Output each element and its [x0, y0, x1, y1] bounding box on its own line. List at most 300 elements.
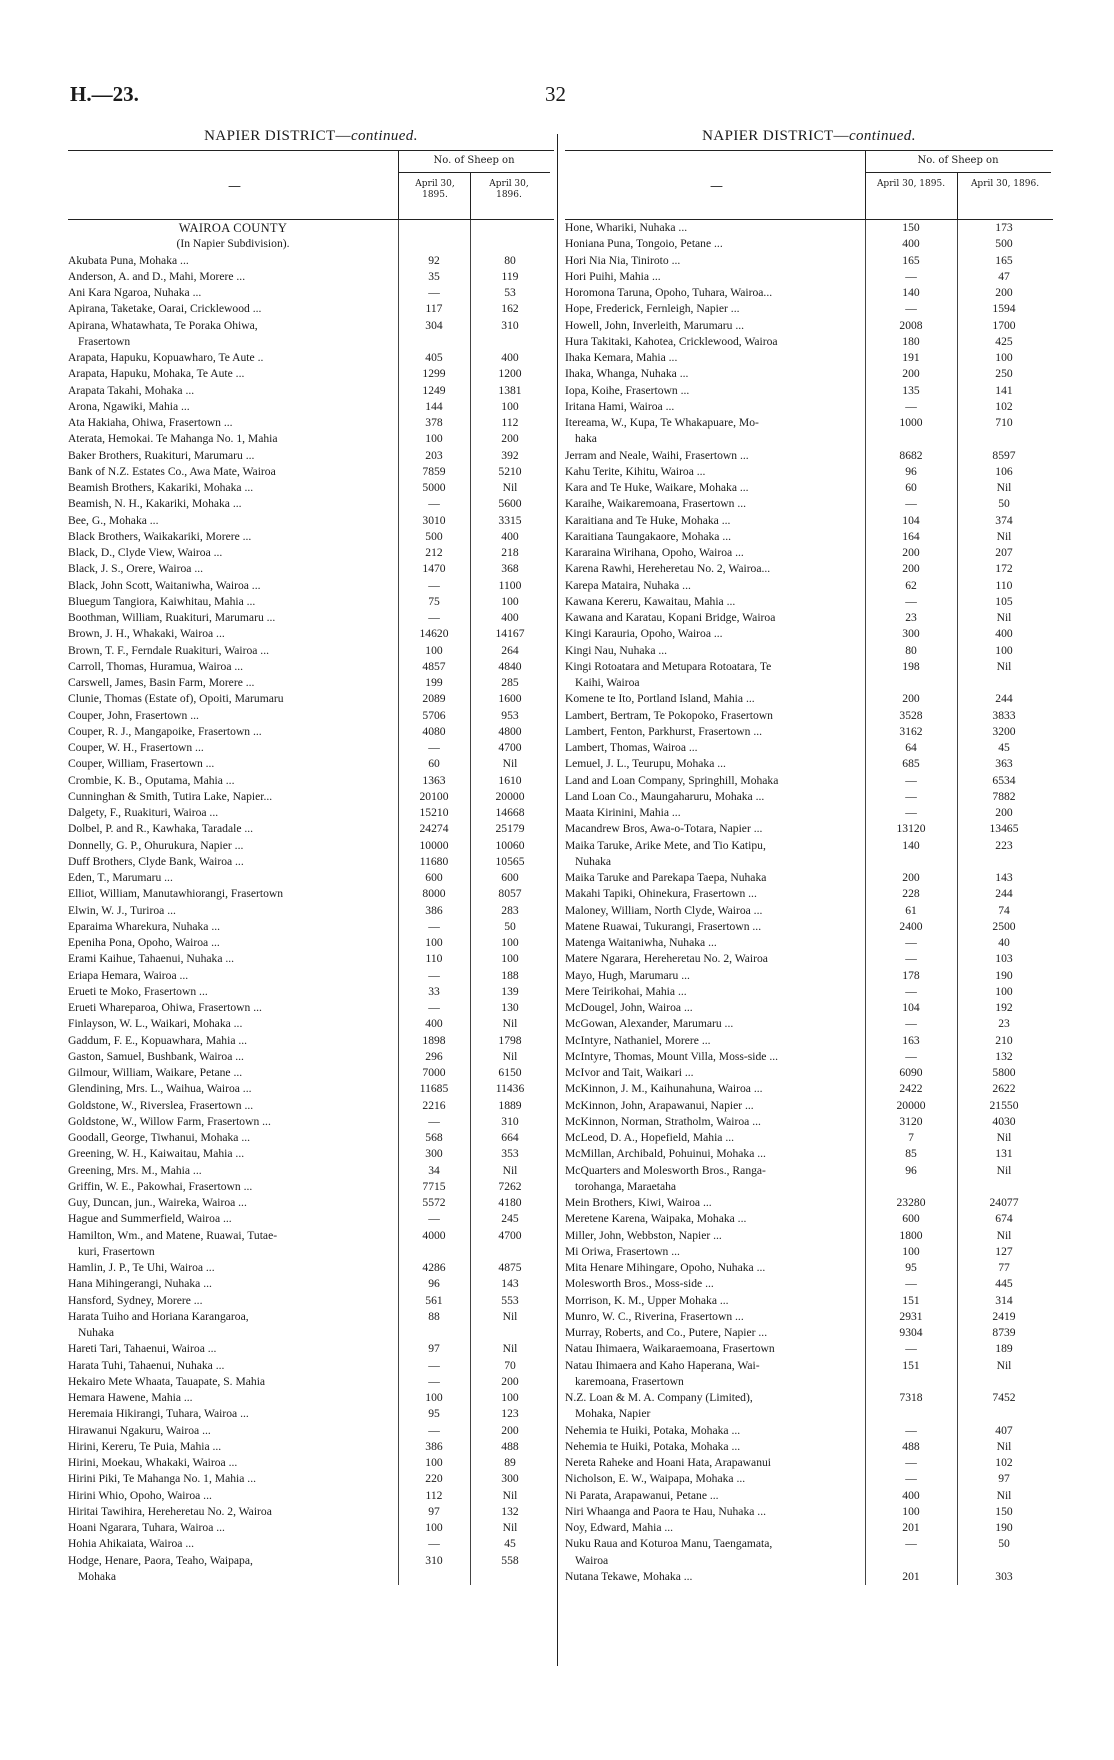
- right-rows: [565, 220, 1053, 1585]
- sheep-1895: —: [905, 1537, 917, 1551]
- table-row: [68, 496, 554, 512]
- table-row: [565, 773, 1053, 789]
- table-row: [68, 1016, 554, 1032]
- table-row: [68, 838, 554, 854]
- table-row: [565, 756, 1053, 772]
- sheep-1896: 172: [995, 562, 1013, 576]
- sheep-1895: 140: [902, 838, 920, 852]
- sheep-1895: —: [428, 919, 440, 933]
- right-table-header: [565, 150, 1053, 220]
- owner-name: Kingi Rotoatara and Metupara Rotoatara, Te: [565, 659, 772, 673]
- table-row: [68, 773, 554, 789]
- table-row: [68, 1504, 554, 1520]
- owner-name: Cunninghan & Smith, Tutira Lake, Napier...: [68, 789, 273, 803]
- sheep-1896: 445: [995, 1277, 1013, 1291]
- sheep-1895: —: [905, 984, 917, 998]
- sheep-1895: 304: [425, 318, 443, 332]
- table-row: [565, 1146, 1053, 1162]
- owner-name: Mein Brothers, Kiwi, Wairoa ...: [565, 1196, 712, 1209]
- sheep-1895: —: [905, 497, 917, 511]
- sheep-1896: 40: [998, 936, 1010, 949]
- table-row: [68, 903, 554, 919]
- table-row: [565, 951, 1053, 967]
- table-row: [565, 1163, 1053, 1179]
- sheep-1896: 207: [995, 546, 1013, 559]
- sheep-1895: 400: [425, 1017, 443, 1031]
- sheep-1895: 164: [902, 529, 920, 543]
- owner-name: Komene te Ito, Portland Island, Mahia ...: [565, 692, 755, 706]
- sheep-1896: 200: [995, 806, 1013, 819]
- sheep-1896: [967, 1406, 1061, 1422]
- owner-name: Mayo, Hugh, Marumaru ...: [565, 968, 690, 982]
- table-row: [565, 1309, 1053, 1325]
- table-row: [565, 350, 1053, 366]
- table-row: [565, 383, 1053, 399]
- owner-name: Goldstone, W., Riverslea, Frasertown ...: [68, 1098, 254, 1112]
- owner-name: karemoana, Frasertown: [575, 1374, 684, 1388]
- column-rule: [957, 220, 958, 1585]
- right-col1-header: April 30, 1895.: [876, 179, 946, 189]
- table-row: [68, 529, 554, 545]
- table-row: [68, 935, 554, 951]
- sheep-1895: —: [428, 286, 440, 299]
- sheep-1895: —: [905, 1456, 917, 1469]
- sheep-1895: 1363: [422, 773, 446, 787]
- owner-name: Kaihi, Wairoa: [575, 676, 640, 689]
- table-row: [68, 366, 554, 382]
- table-row: [565, 253, 1053, 269]
- owner-name: Itereama, W., Kupa, Te Whakapuare, Mo-: [565, 416, 759, 429]
- sheep-1896: [967, 1374, 1061, 1390]
- table-row: [565, 1374, 1053, 1390]
- sheep-1896: 139: [501, 984, 519, 998]
- right-sheep-group-header: No. of Sheep on: [865, 155, 1051, 173]
- owner-name: Akubata Puna, Mohaka ...: [68, 253, 189, 267]
- sheep-1896: 1700: [992, 318, 1016, 332]
- table-row: [565, 740, 1053, 756]
- owner-name: Hague and Summerfield, Wairoa ...: [68, 1212, 232, 1226]
- table-row: [565, 1390, 1053, 1406]
- table-row: [68, 1114, 554, 1130]
- sheep-1896: 14167: [495, 627, 525, 641]
- sheep-1895: —: [905, 1049, 917, 1063]
- left-name-col-header: —: [228, 179, 241, 194]
- table-row: [68, 756, 554, 772]
- owner-name: Hodge, Henare, Paora, Teaho, Waipapa,: [68, 1553, 253, 1567]
- sheep-1895: 150: [902, 221, 920, 234]
- table-row: [565, 1098, 1053, 1114]
- owner-name: Mita Henare Mihingare, Opoho, Nuhaka ...: [565, 1261, 766, 1274]
- sheep-1895: 8000: [422, 887, 446, 901]
- table-row: [565, 415, 1053, 431]
- sheep-1896: Nil: [996, 659, 1012, 673]
- sheep-1895: 7000: [422, 1066, 446, 1079]
- owner-name: Wairoa: [575, 1553, 609, 1567]
- sheep-1895: 34: [428, 1163, 440, 1177]
- sheep-1896: [480, 1244, 560, 1260]
- owner-name: Black, John Scott, Waitaniwha, Wairoa ...: [68, 578, 261, 592]
- table-row: [68, 561, 554, 577]
- sheep-1895: 104: [902, 1001, 920, 1014]
- left-rows: [68, 220, 554, 1585]
- table-row: [68, 659, 554, 675]
- sheep-1896: 200: [501, 1374, 519, 1388]
- owner-name: Kararaina Wirihana, Opoho, Wairoa ...: [565, 546, 744, 559]
- table-row: [565, 1341, 1053, 1357]
- table-row: [565, 1471, 1053, 1487]
- sheep-1895: 112: [425, 1488, 443, 1502]
- owner-name: Black Brothers, Waikakariki, Morere ...: [68, 529, 252, 543]
- table-row: [68, 1211, 554, 1227]
- sheep-1896: [470, 220, 550, 236]
- owner-name: McLeod, D. A., Hopefield, Mahia ...: [565, 1131, 735, 1144]
- sheep-1895: 300: [425, 1147, 443, 1161]
- table-row: [565, 1114, 1053, 1130]
- owner-name: Baker Brothers, Ruakituri, Marumaru ...: [68, 448, 255, 462]
- table-row: [68, 1325, 554, 1341]
- sheep-1896: 400: [501, 351, 519, 364]
- sheep-1896: 374: [995, 513, 1013, 527]
- sheep-1896: Nil: [996, 611, 1012, 624]
- table-row: [68, 383, 554, 399]
- sheep-1895: 3010: [422, 513, 446, 527]
- sheep-1896: 1600: [498, 692, 522, 706]
- sheep-1895: 568: [425, 1131, 443, 1144]
- owner-name: Niri Whaanga and Paora te Hau, Nuhaka ...: [565, 1504, 766, 1518]
- sheep-1896: 10565: [495, 854, 525, 868]
- owner-name: Goodall, George, Tiwhanui, Mohaka ...: [68, 1131, 251, 1144]
- sheep-1896: 13465: [989, 822, 1019, 836]
- sheep-1896: 100: [501, 399, 519, 413]
- sheep-1895: 600: [425, 871, 443, 884]
- table-row: [68, 480, 554, 496]
- owner-name: Eriapa Hemara, Wairoa ...: [68, 968, 189, 982]
- table-row: [565, 1536, 1053, 1552]
- owner-name: Ihaka Kemara, Mahia ...: [565, 351, 678, 364]
- owner-name: Kawana Kereru, Kawaitau, Mahia ...: [565, 594, 736, 608]
- table-row: [565, 1049, 1053, 1065]
- sheep-1896: 190: [995, 1521, 1013, 1534]
- sheep-1895: 13120: [896, 822, 926, 836]
- table-row: [565, 513, 1053, 529]
- sheep-1896: 127: [995, 1244, 1013, 1258]
- owner-name: Lambert, Thomas, Wairoa ...: [565, 741, 698, 754]
- right-title-italic: continued.: [848, 128, 916, 144]
- table-row: [68, 269, 554, 285]
- owner-name: Donnelly, G. P., Ohurukura, Napier ...: [68, 838, 244, 852]
- table-row: [68, 285, 554, 301]
- table-row: [565, 805, 1053, 821]
- sheep-1895: —: [905, 269, 917, 283]
- sheep-1896: 14668: [495, 806, 525, 819]
- sheep-1895: 228: [902, 887, 920, 901]
- owner-name: McMillan, Archibald, Pohuinui, Mohaka ...: [565, 1147, 766, 1161]
- sheep-1896: Nil: [996, 481, 1012, 494]
- sheep-1896: 245: [501, 1212, 519, 1226]
- owner-name: Hohia Ahikaiata, Wairoa ...: [68, 1537, 195, 1551]
- sheep-1896: 264: [501, 643, 519, 657]
- sheep-1896: 11436: [495, 1082, 525, 1096]
- sheep-1896: 100: [501, 1391, 519, 1404]
- sheep-1895: 4080: [422, 724, 446, 738]
- left-title-text: NAPIER DISTRICT—: [204, 128, 351, 144]
- sheep-1896: 500: [995, 237, 1013, 251]
- owner-name: Nehemia te Huiki, Potaka, Mohaka ...: [565, 1439, 741, 1453]
- sheep-1895: [875, 431, 967, 447]
- sheep-1896: 47: [998, 269, 1010, 283]
- sheep-1895: 95: [428, 1407, 440, 1421]
- owner-name: Gaddum, F. E., Kopuawhara, Mahia ...: [68, 1033, 248, 1047]
- table-row: [68, 448, 554, 464]
- sheep-1895: 2400: [899, 919, 923, 933]
- owner-name: (In Napier Subdivision).: [176, 237, 290, 251]
- sheep-1896: 363: [995, 757, 1013, 771]
- table-row: [68, 643, 554, 659]
- owner-name: Murray, Roberts, and Co., Putere, Napier ...: [565, 1326, 768, 1339]
- owner-name: Ihaka, Whanga, Nuhaka ...: [565, 367, 689, 381]
- owner-name: McKinnon, Norman, Stratholm, Wairoa ...: [565, 1114, 761, 1128]
- sheep-1896: 425: [995, 334, 1013, 348]
- table-row: [565, 1406, 1053, 1422]
- sheep-1895: —: [905, 594, 917, 608]
- sheep-1895: 100: [902, 1244, 920, 1258]
- table-row: [565, 1211, 1053, 1227]
- sheep-1895: 2216: [422, 1098, 446, 1112]
- sheep-1896: Nil: [502, 1309, 518, 1323]
- owner-name: Iopa, Koihe, Frasertown ...: [565, 383, 690, 397]
- owner-name: Matenga Waitaniwha, Nuhaka ...: [565, 936, 717, 949]
- sheep-1896: 285: [501, 676, 519, 689]
- table-row: [68, 1439, 554, 1455]
- sheep-1895: 296: [425, 1049, 443, 1063]
- sheep-1896: 710: [995, 416, 1013, 429]
- owner-name: Land Loan Co., Maungaharuru, Mohaka ...: [565, 789, 765, 803]
- sheep-1896: 112: [501, 416, 519, 429]
- sheep-1896: 100: [995, 643, 1013, 657]
- sheep-1895: 500: [425, 529, 443, 543]
- sheep-1896: 400: [501, 529, 519, 543]
- table-row: [68, 968, 554, 984]
- owner-name: Meretene Karena, Waipaka, Mohaka ...: [565, 1212, 747, 1226]
- sheep-1896: 4800: [498, 724, 522, 738]
- sheep-1895: 96: [905, 464, 917, 478]
- sheep-1895: 203: [425, 448, 443, 462]
- owner-name: Jerram and Neale, Waihi, Frasertown ...: [565, 448, 749, 462]
- sheep-1895: 561: [425, 1293, 443, 1307]
- sheep-1895: 405: [425, 351, 443, 364]
- sheep-1896: 1381: [498, 383, 522, 397]
- table-row: [565, 220, 1053, 236]
- sheep-1895: 135: [902, 383, 920, 397]
- column-rule: [398, 220, 399, 1585]
- table-row: [565, 480, 1053, 496]
- sheep-1896: 143: [501, 1277, 519, 1291]
- sheep-1895: 15210: [419, 806, 449, 819]
- sheep-1895: 24274: [419, 822, 449, 836]
- owner-name: Nuhaka: [78, 1326, 115, 1339]
- owner-name: Aterata, Hemokai. Te Mahanga No. 1, Mahia: [68, 432, 278, 446]
- table-row: [565, 854, 1053, 870]
- sheep-1895: [875, 1406, 967, 1422]
- sheep-1896: 6534: [992, 773, 1016, 787]
- sheep-1896: 188: [501, 968, 519, 982]
- table-row: [565, 984, 1053, 1000]
- table-row: [565, 1065, 1053, 1081]
- owner-name: torohanga, Maraetaha: [575, 1179, 677, 1193]
- sheep-1896: 1100: [498, 578, 522, 592]
- sheep-1896: 310: [501, 318, 519, 332]
- table-row: [68, 1341, 554, 1357]
- sheep-1896: 353: [501, 1147, 519, 1161]
- owner-name: Black, D., Clyde View, Wairoa ...: [68, 546, 223, 559]
- sheep-1896: [967, 1553, 1061, 1569]
- owner-name: Eden, T., Marumaru ...: [68, 871, 173, 884]
- table-row: [565, 399, 1053, 415]
- table-row: [68, 1195, 554, 1211]
- sheep-1896: Nil: [502, 1521, 518, 1534]
- sheep-1896: [470, 236, 550, 252]
- owner-name: Duff Brothers, Clyde Bank, Wairoa ...: [68, 854, 244, 868]
- sheep-1896: 165: [995, 253, 1013, 267]
- sheep-1895: 75: [428, 594, 440, 608]
- sheep-1896: 2622: [992, 1082, 1016, 1096]
- table-row: [68, 724, 554, 740]
- table-row: [565, 675, 1053, 691]
- sheep-1896: 223: [995, 838, 1013, 852]
- sheep-1896: 77: [998, 1261, 1010, 1274]
- owner-name: Hirini Whio, Opoho, Wairoa ...: [68, 1488, 212, 1502]
- owner-name: Hirini, Kereru, Te Puia, Mahia ...: [68, 1439, 222, 1453]
- owner-name: Couper, William, Frasertown ...: [68, 757, 215, 771]
- sheep-1895: 100: [425, 1456, 443, 1469]
- sheep-1896: 3833: [992, 708, 1016, 722]
- sheep-1896: 300: [501, 1472, 519, 1486]
- sheep-1895: 23280: [896, 1196, 926, 1209]
- table-row: [565, 448, 1053, 464]
- sheep-1895: 4000: [422, 1228, 446, 1242]
- sheep-1896: 244: [995, 887, 1013, 901]
- table-row: [565, 1081, 1053, 1097]
- sheep-1896: 89: [504, 1456, 516, 1469]
- table-row: [565, 1260, 1053, 1276]
- table-row: [565, 496, 1053, 512]
- owner-name: Lambert, Bertram, Te Pokopoko, Frasertown: [565, 708, 773, 722]
- owner-name: Makahi Tapiki, Ohinekura, Frasertown ...: [565, 887, 757, 901]
- sheep-1895: 33: [428, 984, 440, 998]
- owner-name: Arapata, Hapuku, Mohaka, Te Aute ...: [68, 367, 245, 381]
- sheep-1895: —: [905, 399, 917, 413]
- owner-name: Hura Takitaki, Kahotea, Cricklewood, Wairoa: [565, 334, 778, 348]
- owner-name: Crombie, K. B., Oputama, Mahia ...: [68, 773, 235, 787]
- sheep-1896: 5800: [992, 1066, 1016, 1079]
- table-row: [68, 1374, 554, 1390]
- owner-name: McIntyre, Nathaniel, Morere ...: [565, 1033, 711, 1047]
- sheep-1896: Nil: [502, 757, 518, 771]
- page-number: 32: [545, 82, 566, 106]
- sheep-1896: 102: [995, 399, 1013, 413]
- table-row: [68, 1293, 554, 1309]
- table-row: [68, 594, 554, 610]
- sheep-1896: 218: [501, 546, 519, 559]
- table-row: [565, 545, 1053, 561]
- owner-name: kuri, Frasertown: [78, 1244, 155, 1258]
- sheep-1896: 105: [995, 594, 1013, 608]
- sheep-1895: 1800: [899, 1228, 923, 1242]
- sheep-1895: 61: [905, 903, 917, 917]
- sheep-1896: [967, 431, 1061, 447]
- owner-name: Beamish, N. H., Kakariki, Mohaka ...: [68, 497, 242, 511]
- left-column-title: [68, 128, 554, 150]
- owner-name: McGowan, Alexander, Marumaru ...: [565, 1017, 734, 1031]
- sheep-1896: 103: [995, 952, 1013, 966]
- sheep-1895: —: [905, 936, 917, 949]
- sheep-1895: 3162: [899, 724, 923, 738]
- sheep-1896: 664: [501, 1131, 519, 1144]
- header-rule: [470, 173, 471, 219]
- owner-name: Hirini Piki, Te Mahanga No. 1, Mahia ...: [68, 1472, 256, 1486]
- sheep-1896: 1594: [992, 302, 1016, 316]
- sheep-1896: 4700: [498, 741, 522, 754]
- table-row: [68, 1163, 554, 1179]
- sheep-1896: 70: [504, 1358, 516, 1372]
- sheep-1896: 20000: [495, 789, 525, 803]
- sheep-1895: 100: [425, 643, 443, 657]
- sheep-1895: 191: [902, 351, 920, 364]
- owner-name: Harata Tuhi, Tahaenui, Nuhaka ...: [68, 1358, 225, 1372]
- table-row: [565, 594, 1053, 610]
- sheep-1895: 97: [428, 1342, 440, 1356]
- table-row: [68, 691, 554, 707]
- sheep-1895: 6090: [899, 1066, 923, 1079]
- owner-name: Glendining, Mrs. L., Waihua, Wairoa ...: [68, 1082, 252, 1096]
- left-col2-header: April 30, 1896.: [489, 179, 529, 200]
- sheep-1896: Nil: [996, 1163, 1012, 1177]
- owner-name: Eparaima Wharekura, Nuhaka ...: [68, 919, 221, 933]
- owner-name: Morrison, K. M., Upper Mohaka ...: [565, 1293, 729, 1307]
- sheep-1896: 190: [995, 968, 1013, 982]
- sheep-1896: 283: [501, 903, 519, 917]
- table-row: [68, 1081, 554, 1097]
- sheep-1895: 178: [902, 968, 920, 982]
- owner-name: Maika Taruke and Parekapa Taepa, Nuhaka: [565, 871, 767, 884]
- sheep-1896: [480, 1569, 560, 1585]
- sheep-1896: 50: [998, 497, 1010, 511]
- table-row: [68, 1309, 554, 1325]
- owner-name: McIvor and Tait, Waikari ...: [565, 1066, 694, 1079]
- sheep-1895: 198: [902, 659, 920, 673]
- sheep-1896: 392: [501, 448, 519, 462]
- owner-name: Nuhaka: [575, 854, 612, 868]
- table-row: [565, 1423, 1053, 1439]
- sheep-1895: 151: [902, 1293, 920, 1307]
- sheep-1896: Nil: [996, 1358, 1012, 1372]
- table-row: [565, 919, 1053, 935]
- owner-name: Hamlin, J. P., Te Uhi, Wairoa ...: [68, 1261, 215, 1274]
- column-rule: [865, 220, 866, 1585]
- owner-name: Kahu Terite, Kihitu, Wairoa ...: [565, 464, 706, 478]
- sheep-1896: 558: [501, 1553, 519, 1567]
- owner-name: Frasertown: [78, 334, 131, 348]
- sheep-1895: [875, 1374, 967, 1390]
- owner-name: Hone, Whariki, Nuhaka ...: [565, 221, 688, 234]
- sheep-1896: 162: [501, 302, 519, 316]
- owner-name: Couper, John, Frasertown ...: [68, 708, 199, 722]
- sheep-1896: 143: [995, 871, 1013, 884]
- sheep-1896: 2419: [992, 1309, 1016, 1323]
- owner-name: Mi Oriwa, Frasertown ...: [565, 1244, 680, 1258]
- owner-name: Nuku Raua and Koturoa Manu, Taengamata,: [565, 1537, 773, 1551]
- sheep-1896: 553: [501, 1293, 519, 1307]
